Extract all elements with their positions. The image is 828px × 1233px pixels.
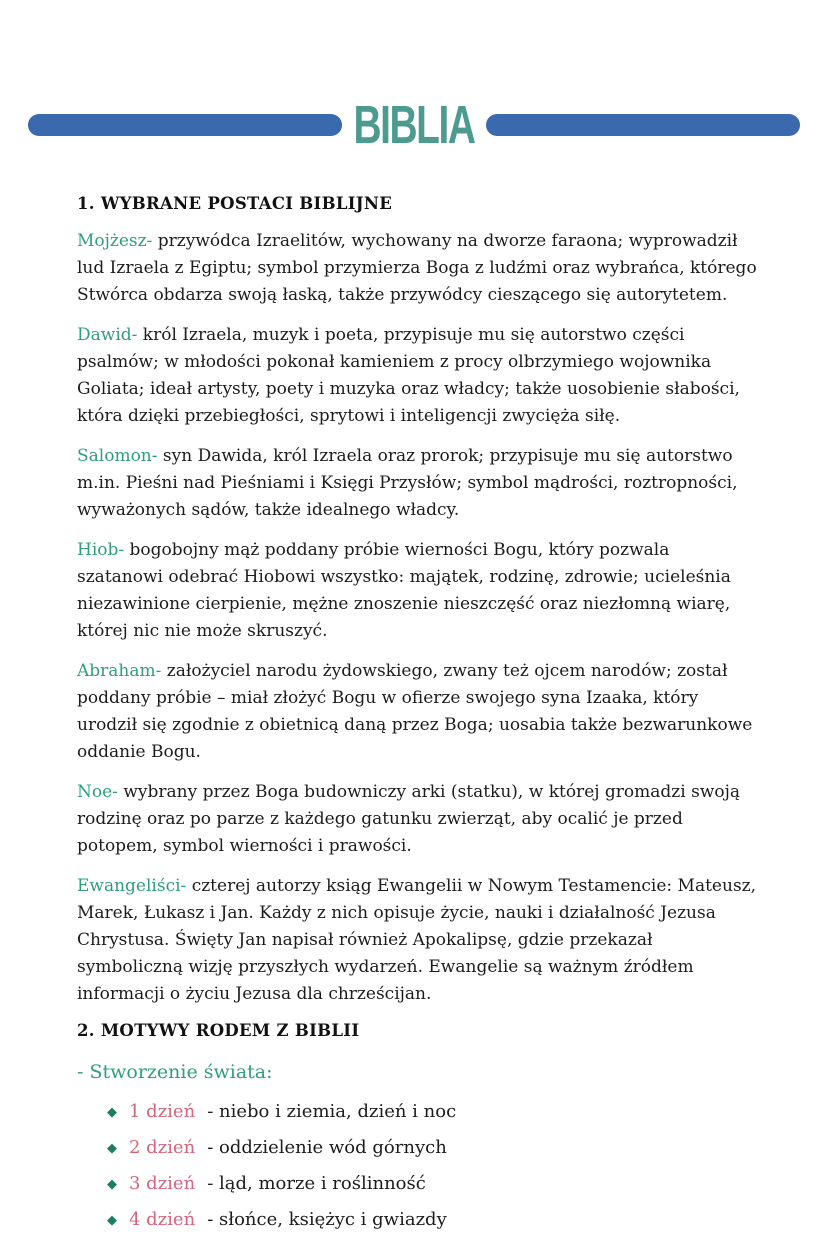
day-label: 1 dzień [129, 1101, 196, 1122]
diamond-bullet-icon: ◆ [107, 1105, 117, 1120]
day-description: - oddzielenie wód górnych [207, 1137, 447, 1158]
content-inner [77, 194, 759, 1233]
list-item-day2 [107, 1136, 759, 1161]
entry-hiob [77, 537, 759, 645]
day-label: 3 dzień [129, 1173, 196, 1194]
entry-term: Noe- [77, 782, 118, 802]
diamond-bullet-icon: ◆ [107, 1177, 117, 1192]
banner-bar-left [28, 114, 342, 136]
entry-term: Dawid- [77, 325, 138, 345]
entry-text: syn Dawida, król Izraela oraz prorok; przypisuje mu się autorstwo m.in. Pieśni nad Pieśniami i Księgi Przysłów; symbol mądrości, roztropności, wyważonych sądów, także idealnego władcy. [77, 446, 738, 520]
entry-text: bogobojny mąż poddany próbie wierności Bogu, który pozwala szatanowi odebrać Hiobowi wszystko: majątek, rodzinę, zdrowie; ucieleśnia niezawinione cierpienie, mężne znoszenie nieszczęść oraz niezłomną wiarę, której nic nie może skruszyć. [77, 540, 731, 641]
day-description: - ląd, morze i roślinność [207, 1173, 426, 1194]
creation-days-list [77, 1100, 759, 1233]
page-title: BIBLIA [353, 95, 475, 155]
section2-subheading: - Stworzenie świata: [77, 1061, 273, 1083]
entry-term: Hiob- [77, 540, 125, 560]
banner-bar-right [486, 114, 800, 136]
entry-text: wybrany przez Boga budowniczy arki (statku), w której gromadzi swoją rodzinę oraz po parze z każdego gatunku zwierząt, aby ocalić je przed potopem, symbol wierności i prawości. [77, 782, 741, 856]
entry-abraham [77, 658, 759, 766]
entry-mojzesz [77, 228, 759, 309]
day-label: 2 dzień [129, 1137, 196, 1158]
entry-term: Mojżesz- [77, 231, 153, 251]
day-label: 4 dzień [129, 1209, 196, 1230]
day-description: - słońce, księżyc i gwiazdy [207, 1209, 447, 1230]
list-item-day3 [107, 1172, 759, 1197]
diamond-bullet-icon: ◆ [107, 1141, 117, 1156]
entry-text: założyciel narodu żydowskiego, zwany też ojcem narodów; został poddany próbie – miał złożyć Bogu w ofierze swojego syna Izaaka, który urodził się zgodnie z obietnicą daną przez Boga; uosabia także bezwarunkowe oddanie Bogu. [77, 661, 753, 762]
list-item-day1 [107, 1100, 759, 1125]
title-banner [28, 0, 800, 155]
entry-term: Abraham- [77, 661, 162, 681]
content-column [69, 194, 759, 1233]
entry-dawid [77, 322, 759, 430]
entry-noe [77, 779, 759, 860]
entry-salomon [77, 443, 759, 524]
list-item-day4 [107, 1208, 759, 1233]
section1-heading: 1. WYBRANE POSTACI BIBLIJNE [77, 194, 393, 213]
entry-text: przywódca Izraelitów, wychowany na dworze faraona; wyprowadził lud Izraela z Egiptu; symbol przymierza Boga z ludźmi oraz wybrańca, którego Stwórca obdarza swoją łaską, także przywódcy cieszącego się autorytetem. [77, 231, 757, 305]
entry-text: król Izraela, muzyk i poeta, przypisuje mu się autorstwo części psalmów; w młodości pokonał kamieniem z procy olbrzymiego wojownika Goliata; ideał artysty, poety i muzyka oraz władcy; także uosobienie słabości, która dzięki przebiegłości, sprytowi i inteligencji zwycięża siłę. [77, 325, 740, 426]
entry-text: czterej autorzy ksiąg Ewangelii w Nowym Testamencie: Mateusz, Marek, Łukasz i Jan. Każdy z nich opisuje życie, nauki i działalność Jezusa Chrystusa. Święty Jan napisał również Apokalipsę, gdzie przekazał symboliczną wizję przyszłych wydarzeń. Ewangelie są ważnym źródłem informacji o życiu Jezusa dla chrześcijan. [77, 876, 757, 1004]
entry-ewangelisci [77, 873, 759, 1008]
entry-term: Salomon- [77, 446, 158, 466]
diamond-bullet-icon: ◆ [107, 1213, 117, 1228]
day-description: - niebo i ziemia, dzień i noc [207, 1101, 457, 1122]
entry-term: Ewangeliści- [77, 876, 187, 896]
section2-heading: 2. MOTYWY RODEM Z BIBLII [77, 1021, 360, 1040]
